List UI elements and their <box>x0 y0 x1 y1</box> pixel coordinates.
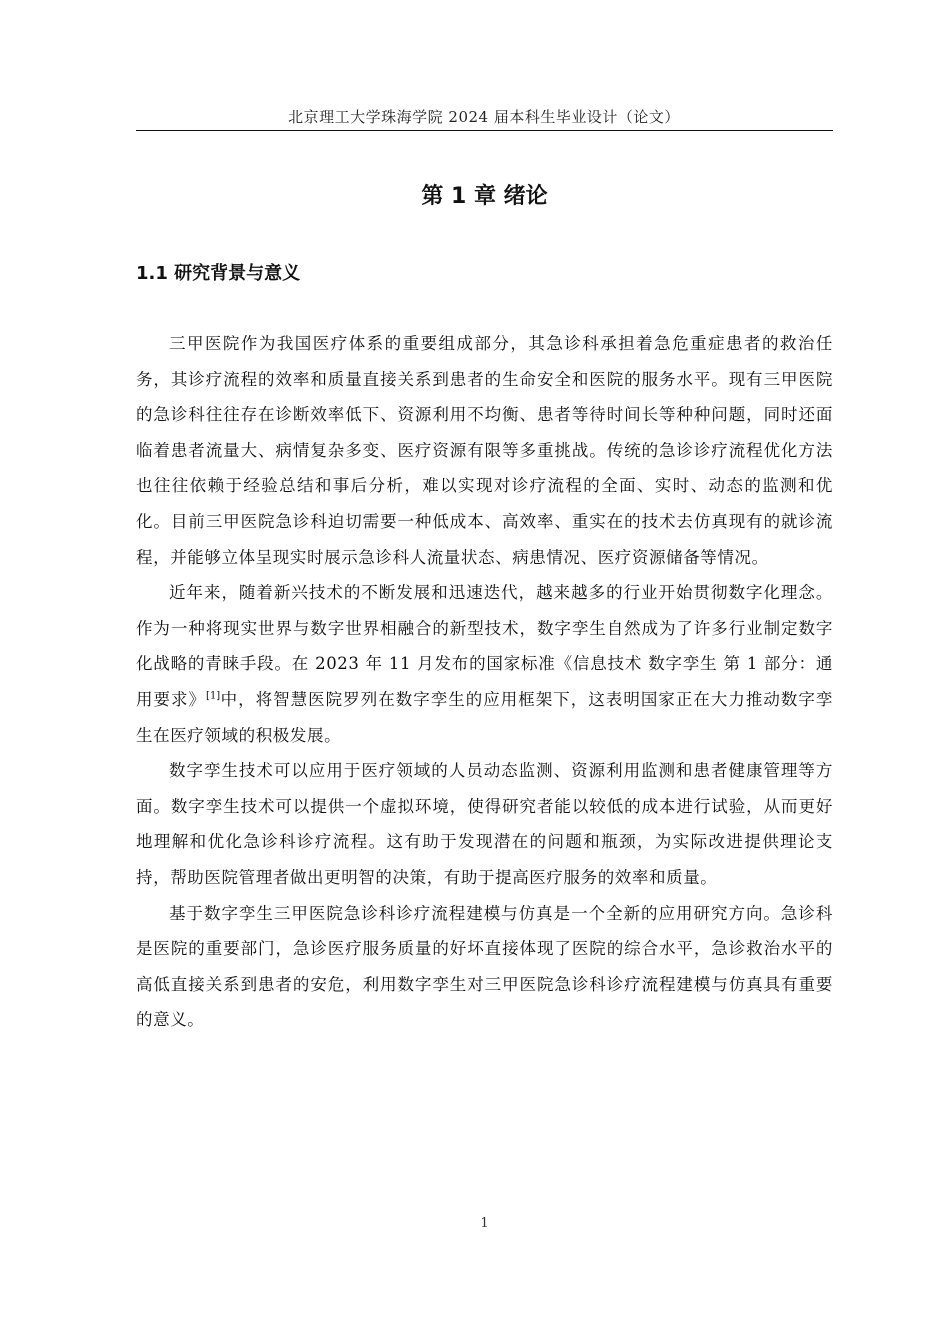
chapter-title: 第 1 章 绪论 <box>421 184 548 209</box>
section-title: 1.1 研究背景与意义 <box>136 263 301 284</box>
paragraph-4: 基于数字孪生三甲医院急诊科诊疗流程建模与仿真是一个全新的应用研究方向。急诊科是医院的重要部门，急诊医疗服务质量的好坏直接体现了医院的综合水平，急诊救治水平的高低直接关系到患者的安危，利用数字孪生对三甲医院急诊科诊疗流程建模与仿真具有重要的意义。 <box>136 903 833 1030</box>
header-rule <box>136 130 833 131</box>
paragraph-3: 数字孪生技术可以应用于医疗领域的人员动态监测、资源利用监测和患者健康管理等方面。数字孪生技术可以提供一个虚拟环境，使得研究者能以较低的成本进行试验，从而更好地理解和优化急诊科诊疗流程。这有助于发现潜在的问题和瓶颈，为实际改进提供理论支持，帮助医院管理者做出更明智的决策，有助于提高医疗服务的效率和质量。 <box>136 761 833 887</box>
paragraph-2-text-b: 中，将智慧医院罗列在数字孪生的应用框架下，这表明国家正在大力推动数字孪生在医疗领域的积极发展。 <box>136 689 834 745</box>
paragraph-2-text-a: 近年来，随着新兴技术的不断发展和迅速迭代，越来越多的行业开始贯彻数字化理念。作为一种将现实世界与数字世界相融合的新型技术，数字孪生自然成为了许多行业制定数字化战略的青睐手段。在 2023 年 11 月发布的国家标准《信息技术 数字孪生 第 1 部分：通用要求》 <box>136 583 833 709</box>
page-number: 1 <box>480 1216 489 1231</box>
citation-ref[interactable]: [1] <box>206 690 221 702</box>
paragraph-2 <box>136 575 833 753</box>
body-text <box>136 326 833 1038</box>
running-header: 北京理工大学珠海学院 2024 届本科生毕业设计（论文） <box>288 108 680 126</box>
paragraph-1: 三甲医院作为我国医疗体系的重要组成部分，其急诊科承担着急危重症患者的救治任务，其诊疗流程的效率和质量直接关系到患者的生命安全和医院的服务水平。现有三甲医院的急诊科往往存在诊断效率低下、资源利用不均衡、患者等待时间长等种种问题，同时还面临着患者流量大、病情复杂多变、医疗资源有限等多重挑战。传统的急诊诊疗流程优化方法也往往依赖于经验总结和事后分析，难以实现对诊疗流程的全面、实时、动态的监测和优化。目前三甲医院急诊科迫切需要一种低成本、高效率、重实在的技术去仿真现有的就诊流程，并能够立体呈现实时展示急诊科人流量状态、病患情况、医疗资源储备等情况。 <box>136 334 833 567</box>
